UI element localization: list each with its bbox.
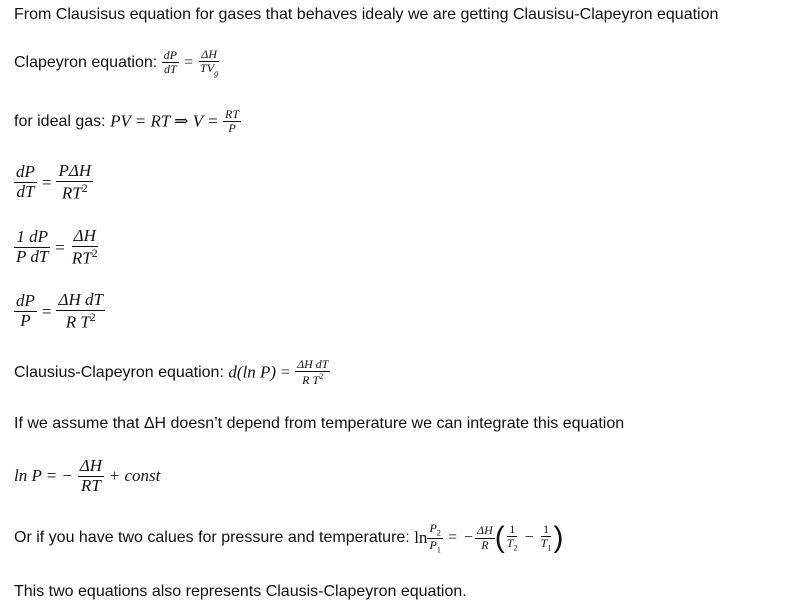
equation-step-1: $\frac{dP}{dT}$ = $\frac{\text{PΔH}}{RT^2}$	[16, 161, 92, 203]
integrated-equation: ln P = − $\frac{\Delta H}{RT}$ + const	[14, 456, 161, 495]
two-values-equation: Or if you have two calues for pressure and temperature: ln $\frac{P_2}{P_1}$ = − $\frac{\Delta H}{R}$ ( $\frac{1}{T_2}$ − $\frac{1}{T_1}$ )	[14, 520, 564, 554]
intro-text: From Clausisus equation for gases that behaves idealy we are getting Clausisu-Clapeyron equation	[14, 6, 719, 23]
clausius-label: Clausius-Clapeyron equation:	[14, 363, 224, 381]
clausius-clapeyron-equation: Clausius-Clapeyron equation: d(ln P) = $\frac{\text{ΔH dT}}{R T^2}$	[14, 357, 329, 388]
dh-tvg-fraction: $\frac{\Delta H}{TV_g}$	[200, 47, 219, 78]
clapeyron-label: Clapeyron equation:	[14, 54, 158, 72]
two-values-label: Or if you have two calues for pressure and temperature:	[14, 529, 410, 547]
clapeyron-equation: Clapeyron equation: $\frac{dP}{dT}$ = $\frac{\Delta H}{TV_g}$	[14, 47, 219, 78]
rt-p-fraction: $\frac{RT}{P}$	[225, 107, 240, 136]
equation-step-3: $\frac{dP}{P}$ = $\frac{\text{ΔH dT}}{R T^2}$	[16, 290, 103, 332]
equation-step-2: $\frac{1 dP}{\text{P dT}}$ = $\frac{\Delta H}{RT^2}$	[16, 226, 98, 268]
conclusion-text: This two equations also represents Clausis-Clapeyron equation.	[14, 583, 467, 600]
ideal-gas-label: for ideal gas:	[14, 112, 106, 130]
assumption-text: If we assume that ΔH doesn’t depend from temperature we can integrate this equation	[14, 415, 625, 432]
dp-dt-fraction: $\frac{dP}{dT}$	[163, 48, 178, 77]
ideal-gas-equation: for ideal gas: PV = RT ⇒ V = $\frac{RT}{P}$	[14, 107, 240, 136]
